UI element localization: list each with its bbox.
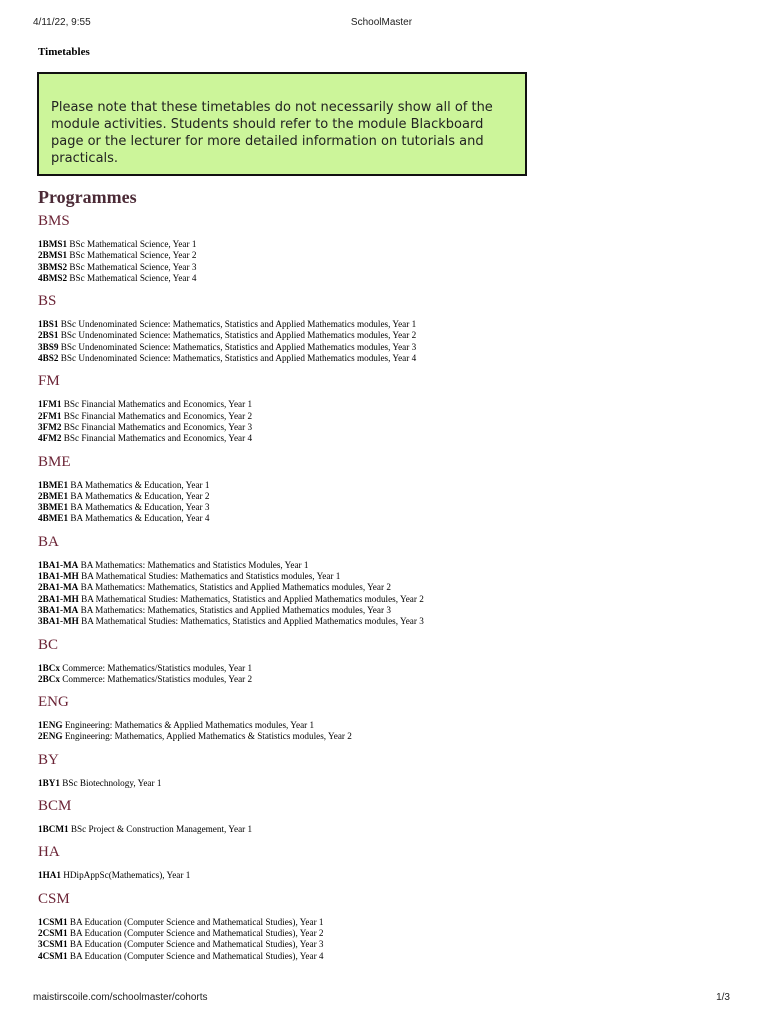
cohort-code-link[interactable]: 1HA1: [38, 870, 61, 881]
programme-heading: BY: [38, 751, 59, 768]
cohort-item[interactable]: [38, 778, 738, 789]
programme-section-bs: [38, 291, 738, 364]
cohort-description: BA Education (Computer Science and Mathematical Studies), Year 1: [69, 916, 324, 927]
cohort-description: BSc Undenominated Science: Mathematics, Statistics and Applied Mathematics modules, Year 4: [60, 353, 417, 364]
cohort-item[interactable]: [38, 560, 738, 571]
cohort-description: BA Mathematics & Education, Year 1: [70, 479, 210, 490]
cohort-item[interactable]: [38, 491, 738, 502]
cohort-description: Commerce: Mathematics/Statistics modules, Year 2: [62, 673, 253, 684]
cohort-item[interactable]: [38, 663, 738, 674]
cohort-item[interactable]: [38, 422, 738, 433]
cohort-code-link[interactable]: 4BME1: [38, 513, 69, 524]
cohort-item[interactable]: [38, 928, 738, 939]
cohort-code-link[interactable]: 2ENG: [38, 731, 63, 742]
cohort-item[interactable]: [38, 951, 738, 962]
cohort-code-link[interactable]: 2BS1: [38, 330, 59, 341]
print-title: SchoolMaster: [350, 17, 413, 28]
page-title: Timetables: [38, 46, 90, 58]
cohort-code-link[interactable]: 4BMS2: [38, 272, 68, 283]
main-content: [38, 185, 738, 969]
cohort-description: BA Mathematical Studies: Mathematics and Statistics modules, Year 1: [81, 571, 341, 582]
cohort-list: [38, 917, 738, 962]
programme-heading: BC: [38, 636, 59, 653]
cohort-list: [38, 663, 738, 686]
cohort-item[interactable]: [38, 273, 738, 284]
cohort-description: BA Mathematical Studies: Mathematics, Statistics and Applied Mathematics modules, Year 2: [81, 593, 424, 604]
cohort-item[interactable]: [38, 262, 738, 273]
cohort-description: BSc Biotechnology, Year 1: [62, 777, 162, 788]
cohort-code-link[interactable]: 1FM1: [38, 399, 62, 410]
programme-heading: ENG: [38, 694, 69, 711]
cohort-description: HDipAppSc(Mathematics), Year 1: [63, 870, 191, 881]
cohort-description: BA Mathematics: Mathematics, Statistics and Applied Mathematics modules, Year 2: [80, 582, 391, 593]
cohort-item[interactable]: [38, 353, 738, 364]
cohort-description: BA Education (Computer Science and Mathematical Studies), Year 4: [69, 950, 324, 961]
cohort-list: [38, 824, 738, 835]
cohort-item[interactable]: [38, 502, 738, 513]
cohort-code-link[interactable]: 2BCx: [38, 673, 60, 684]
programme-heading: CSM: [38, 890, 70, 907]
cohort-description: BA Education (Computer Science and Mathematical Studies), Year 2: [69, 927, 324, 938]
cohort-code-link[interactable]: 4CSM1: [38, 950, 68, 961]
cohort-code-link[interactable]: 4BS2: [38, 353, 59, 364]
notice-text: Please note that these timetables do not necessarily show all of the module activities. Students should refer to the module Blackboard page or the lecturer for more detailed information on tutorials and practicals.: [51, 100, 493, 166]
cohort-code-link[interactable]: 1BCM1: [38, 824, 69, 835]
cohort-item[interactable]: [38, 513, 738, 524]
programme-section-fm: [38, 371, 738, 444]
programme-heading: BA: [38, 533, 59, 550]
cohort-item[interactable]: [38, 319, 738, 330]
programme-heading: BMS: [38, 213, 70, 229]
cohort-item[interactable]: [38, 480, 738, 491]
cohort-item[interactable]: [38, 731, 738, 742]
cohort-item[interactable]: [38, 720, 738, 731]
cohort-description: BSc Undenominated Science: Mathematics, Statistics and Applied Mathematics modules, Year 3: [60, 341, 417, 352]
cohort-code-link[interactable]: 3BME1: [38, 502, 69, 513]
cohort-code-link[interactable]: 3BA1-MH: [38, 616, 79, 627]
cohort-list: [38, 870, 738, 881]
programme-heading: FM: [38, 373, 60, 390]
cohort-list: [38, 480, 738, 525]
cohort-code-link[interactable]: 3BA1-MA: [38, 604, 79, 615]
cohort-list: [38, 319, 738, 364]
cohort-code-link[interactable]: 1BA1-MA: [38, 559, 79, 570]
cohort-code-link[interactable]: 1BA1-MH: [38, 571, 79, 582]
cohort-description: Commerce: Mathematics/Statistics modules, Year 1: [62, 662, 253, 673]
programme-section-bcm: [38, 796, 738, 835]
cohort-list: [38, 399, 738, 444]
cohort-list: [38, 720, 738, 743]
cohort-description: BSc Project & Construction Management, Year 1: [70, 824, 253, 835]
cohort-description: BSc Mathematical Science, Year 2: [69, 250, 197, 261]
cohort-description: BA Mathematics & Education, Year 3: [70, 502, 210, 513]
programme-section-ba: [38, 532, 738, 628]
cohort-item[interactable]: [38, 399, 738, 410]
cohort-description: BSc Undenominated Science: Mathematics, Statistics and Applied Mathematics modules, Year 2: [60, 330, 417, 341]
cohort-description: BSc Financial Mathematics and Economics, Year 3: [63, 421, 253, 432]
cohort-description: BSc Financial Mathematics and Economics, Year 1: [63, 399, 253, 410]
cohort-item[interactable]: [38, 571, 738, 582]
cohort-code-link[interactable]: 2BME1: [38, 490, 69, 501]
cohort-description: BA Mathematics: Mathematics, Statistics and Applied Mathematics modules, Year 3: [80, 604, 391, 615]
cohort-code-link[interactable]: 1BMS1: [38, 239, 68, 249]
cohort-code-link[interactable]: 2BA1-MA: [38, 582, 79, 593]
cohort-item[interactable]: [38, 342, 738, 353]
cohort-item[interactable]: [38, 616, 738, 627]
cohort-code-link[interactable]: 2BMS1: [38, 250, 68, 261]
cohort-item[interactable]: [38, 870, 738, 881]
programmes-heading: Programmes: [38, 187, 137, 207]
cohort-description: BA Mathematics: Mathematics and Statistics Modules, Year 1: [80, 559, 309, 570]
programme-section-bms: [38, 211, 738, 284]
cohort-description: BA Mathematics & Education, Year 4: [70, 513, 210, 524]
programme-section-by: [38, 750, 738, 789]
cohort-code-link[interactable]: 3BS9: [38, 341, 59, 352]
cohort-code-link[interactable]: 2BA1-MH: [38, 593, 79, 604]
cohort-item[interactable]: [38, 605, 738, 616]
cohort-code-link[interactable]: 4FM2: [38, 433, 62, 444]
cohort-description: BA Mathematical Studies: Mathematics, Statistics and Applied Mathematics modules, Year 3: [81, 616, 424, 627]
cohort-item[interactable]: [38, 824, 738, 835]
print-datetime: 4/11/22, 9:55: [33, 17, 91, 28]
cohort-list: [38, 239, 738, 284]
cohort-code-link[interactable]: 3BMS2: [38, 261, 68, 272]
cohort-item[interactable]: [38, 250, 738, 261]
cohort-item[interactable]: [38, 582, 738, 593]
cohort-code-link[interactable]: 1BME1: [38, 479, 69, 490]
cohort-description: Engineering: Mathematics & Applied Mathematics modules, Year 1: [64, 720, 315, 731]
cohort-code-link[interactable]: 2CSM1: [38, 927, 68, 938]
programme-heading: HA: [38, 844, 60, 861]
footer-page-number: 1/3: [716, 992, 730, 1003]
cohort-item[interactable]: [38, 433, 738, 444]
cohort-description: BSc Mathematical Science, Year 1: [69, 239, 197, 249]
cohort-item[interactable]: [38, 239, 738, 250]
print-header: [33, 17, 730, 31]
cohort-item[interactable]: [38, 330, 738, 341]
programme-section-bme: [38, 452, 738, 525]
cohort-item[interactable]: [38, 939, 738, 950]
cohort-code-link[interactable]: 1BY1: [38, 777, 60, 788]
programme-heading: BME: [38, 453, 71, 470]
cohort-description: BSc Financial Mathematics and Economics, Year 4: [63, 433, 253, 444]
cohort-description: BSc Undenominated Science: Mathematics, Statistics and Applied Mathematics modules, Year 1: [60, 319, 417, 330]
cohort-code-link[interactable]: 2FM1: [38, 410, 62, 421]
programme-list: [38, 211, 738, 962]
cohort-item[interactable]: [38, 594, 738, 605]
cohort-code-link[interactable]: 1BCx: [38, 662, 60, 673]
cohort-code-link[interactable]: 1ENG: [38, 720, 63, 731]
cohort-description: BSc Mathematical Science, Year 4: [69, 272, 197, 283]
notice-box: [37, 72, 527, 176]
cohort-description: Engineering: Mathematics, Applied Mathematics & Statistics modules, Year 2: [64, 731, 352, 742]
cohort-code-link[interactable]: 1CSM1: [38, 916, 68, 927]
cohort-description: BA Mathematics & Education, Year 2: [70, 490, 210, 501]
cohort-description: BSc Financial Mathematics and Economics, Year 2: [63, 410, 253, 421]
cohort-list: [38, 778, 738, 789]
cohort-item[interactable]: [38, 674, 738, 685]
cohort-item[interactable]: [38, 917, 738, 928]
cohort-list: [38, 560, 738, 628]
cohort-item[interactable]: [38, 411, 738, 422]
print-footer: [33, 992, 730, 1006]
cohort-description: BA Education (Computer Science and Mathematical Studies), Year 3: [69, 939, 324, 950]
cohort-code-link[interactable]: 3FM2: [38, 421, 62, 432]
cohort-description: BSc Mathematical Science, Year 3: [69, 261, 197, 272]
programme-section-eng: [38, 692, 738, 743]
cohort-code-link[interactable]: 1BS1: [38, 319, 59, 330]
programme-heading: BCM: [38, 798, 72, 815]
programme-section-ha: [38, 842, 738, 881]
cohort-code-link[interactable]: 3CSM1: [38, 939, 68, 950]
footer-url: maistirscoile.com/schoolmaster/cohorts: [33, 992, 208, 1003]
programme-section-csm: [38, 889, 738, 962]
programme-heading: BS: [38, 293, 57, 310]
programme-section-bc: [38, 635, 738, 686]
